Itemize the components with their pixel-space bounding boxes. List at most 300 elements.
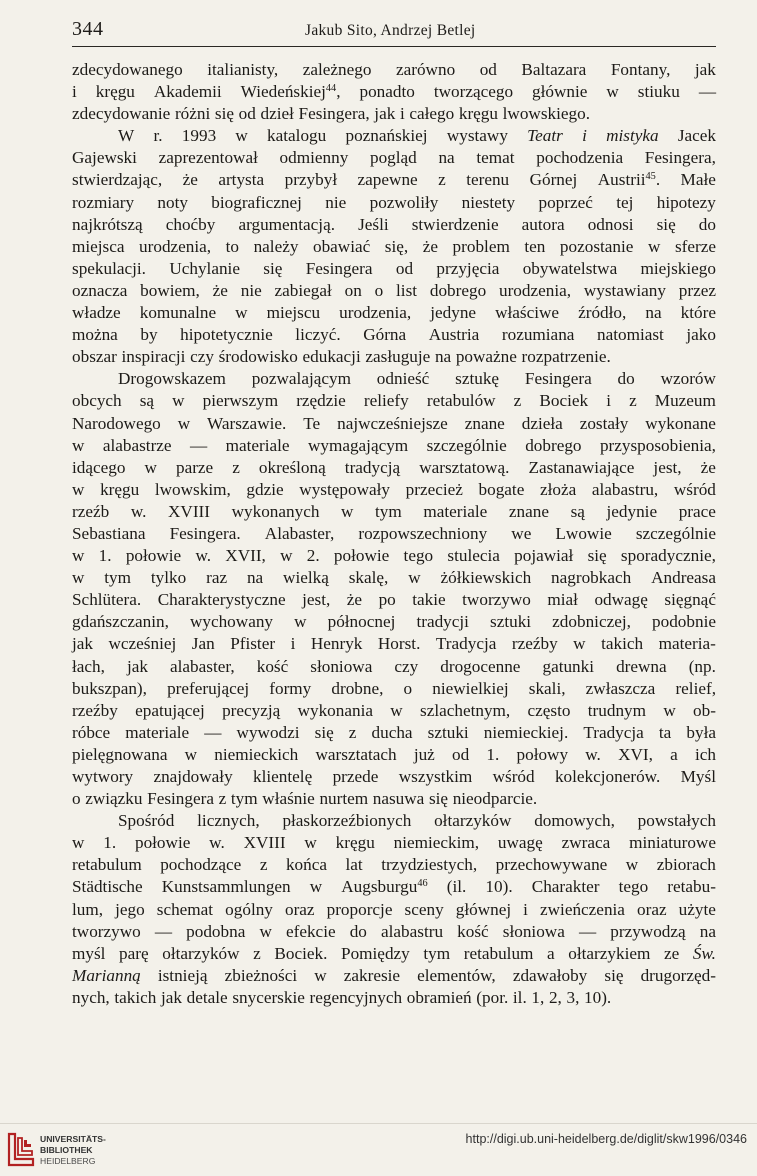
word: ołtarzykiem xyxy=(568,943,651,963)
word: obawiać xyxy=(312,236,371,256)
word: Baltazara xyxy=(521,60,587,79)
word: końca xyxy=(285,855,327,875)
word: miniaturowe xyxy=(629,833,716,853)
word: list xyxy=(396,280,418,300)
text-line xyxy=(72,611,716,633)
word: rzeźb xyxy=(72,501,110,521)
word: łach, xyxy=(72,656,105,676)
word: reliefy xyxy=(363,391,409,411)
word: edukacji xyxy=(302,347,361,367)
word: precyzją xyxy=(222,700,281,720)
text-line xyxy=(72,633,716,655)
text-line xyxy=(72,192,716,214)
word: nasuwa xyxy=(372,789,425,809)
word: parę xyxy=(119,943,149,963)
word: choćby xyxy=(165,214,216,234)
word: z xyxy=(513,391,522,411)
word: inspiracji xyxy=(121,347,186,367)
word: skalę, xyxy=(348,568,389,588)
word: pielęgnowana xyxy=(72,744,168,764)
text-line xyxy=(72,103,716,125)
word: w xyxy=(304,833,317,853)
word: urodzenia, xyxy=(339,303,412,323)
word: i xyxy=(582,126,587,146)
word: hipotetycznie xyxy=(180,325,273,345)
word: skali, xyxy=(528,678,566,698)
library-name-line: HEIDELBERG xyxy=(40,1156,96,1166)
word: najwcześniejsze xyxy=(337,413,448,433)
word: r. xyxy=(153,126,163,146)
word: głównie xyxy=(532,82,588,102)
word: XVI, xyxy=(618,744,653,764)
word: idącego xyxy=(72,457,126,477)
page-number: 344 xyxy=(72,18,104,40)
word: Fesingera xyxy=(147,789,214,809)
word: trudnym xyxy=(587,700,647,720)
word: połowy xyxy=(516,744,569,764)
word: ze xyxy=(663,943,680,963)
word: przechowywane xyxy=(495,855,608,875)
word: wzorów xyxy=(660,369,716,389)
text-line xyxy=(72,678,716,700)
word: myśl xyxy=(72,943,106,963)
word: materia- xyxy=(658,634,716,654)
text-line xyxy=(72,899,716,921)
text-line xyxy=(72,501,716,523)
word: należy xyxy=(253,236,299,256)
word: lat xyxy=(345,855,363,875)
word: sztuki xyxy=(490,612,532,632)
word: jest, xyxy=(653,457,682,477)
word: kręgu xyxy=(458,104,498,124)
word: Fesingera xyxy=(524,369,592,389)
word: Drogowskazem xyxy=(118,369,226,389)
word: w xyxy=(647,236,661,256)
word: w xyxy=(341,501,354,521)
word: licznych, xyxy=(197,811,260,831)
source-url[interactable]: http://digi.ub.uni-heidelberg.de/diglit/skw1996/0346 xyxy=(465,1132,747,1146)
word: kolekcjonerów. xyxy=(554,767,661,786)
word: się xyxy=(428,789,449,809)
word: domowych, xyxy=(534,811,615,831)
word: sceny xyxy=(404,899,444,919)
word: katalogu xyxy=(267,126,327,146)
word: stwierdzenie xyxy=(411,214,499,234)
word: na xyxy=(699,921,716,941)
word: w xyxy=(72,568,85,588)
text-line xyxy=(72,280,716,302)
word: że xyxy=(182,170,198,190)
word: połowie xyxy=(125,546,182,566)
word: warsztatach xyxy=(315,744,397,764)
word: dzieła xyxy=(521,413,563,433)
word: drugorzęd- xyxy=(640,965,716,985)
word: 2, xyxy=(548,987,562,1007)
word: w. xyxy=(209,833,225,853)
word: rzeźby xyxy=(511,634,558,654)
word: Bociek. xyxy=(274,943,328,963)
word: urodzenia, xyxy=(139,236,212,256)
word: gatunki xyxy=(542,656,595,676)
text-line xyxy=(72,81,716,103)
word: pogląd xyxy=(369,148,417,168)
word: ołtarzyków xyxy=(162,943,240,963)
word: rzeźby xyxy=(72,700,118,720)
word: w xyxy=(294,612,307,632)
text-line xyxy=(72,523,716,545)
word: ich xyxy=(694,744,716,764)
word: tworzywo xyxy=(462,590,531,610)
word: się xyxy=(604,965,624,985)
word: oraz xyxy=(637,899,667,919)
word: odnosi xyxy=(587,214,634,234)
word: w xyxy=(573,634,586,654)
word: elementów, xyxy=(417,965,496,985)
word: czy xyxy=(394,656,419,676)
word: Austria xyxy=(428,325,480,345)
word: wywodzi xyxy=(236,722,300,742)
word: i xyxy=(399,104,405,124)
word: głównej xyxy=(455,899,512,919)
word: czy xyxy=(190,347,214,367)
word: biograficznej xyxy=(211,192,302,212)
word: w xyxy=(390,700,403,720)
word: znane xyxy=(508,501,549,521)
word: przecież xyxy=(405,479,463,499)
word: jak xyxy=(126,656,148,676)
text-line xyxy=(72,368,716,390)
word: 10). xyxy=(485,877,513,897)
word: 10). xyxy=(584,987,612,1007)
word: retabulum xyxy=(463,943,534,963)
word: proporcje xyxy=(326,899,393,919)
word: 1. xyxy=(98,546,112,566)
word: Fontany, xyxy=(610,60,671,79)
text-line xyxy=(72,876,716,898)
word: żółkiewskich xyxy=(440,568,532,588)
word: już xyxy=(413,744,435,764)
word: 3, xyxy=(566,987,580,1007)
word: Górna xyxy=(363,325,407,345)
text-line xyxy=(72,589,716,611)
word: Gajewski xyxy=(72,148,137,168)
word: Wiedeńskiej$^{44}$, xyxy=(240,82,341,102)
word: zdawałoby xyxy=(512,965,588,985)
word: się xyxy=(263,258,283,278)
word: materiale xyxy=(125,722,190,742)
text-line xyxy=(72,214,716,236)
text-line xyxy=(72,832,716,854)
word: podobnie xyxy=(652,612,716,632)
word: oznacza xyxy=(72,280,128,300)
word: z xyxy=(259,855,268,875)
word: północnej xyxy=(327,612,396,632)
word: słoniowa xyxy=(310,656,373,676)
word: kręgu xyxy=(100,479,140,499)
word: rozpatrzenie. xyxy=(521,347,611,367)
word: zasługuje xyxy=(365,347,431,367)
word: Sebastiana xyxy=(72,523,146,543)
word: często xyxy=(527,700,571,720)
word: że xyxy=(212,280,228,300)
word: tym xyxy=(375,501,402,521)
word: połowie xyxy=(134,833,191,853)
word: to xyxy=(225,236,240,256)
word: najkrótszą xyxy=(72,214,143,234)
word: Lwowie xyxy=(555,523,612,543)
word: nie xyxy=(240,280,262,300)
word: w xyxy=(625,855,639,875)
word: znane xyxy=(464,413,505,433)
word: z xyxy=(629,391,637,411)
word: użyte xyxy=(678,899,716,919)
word: ducha xyxy=(371,722,413,742)
word: w xyxy=(72,546,85,566)
word: szczególnie xyxy=(635,523,716,543)
text-line xyxy=(72,810,716,832)
word: na xyxy=(438,148,455,168)
word: jedyne xyxy=(430,303,477,323)
word: alabaster, xyxy=(170,656,235,676)
word: 1. xyxy=(486,744,500,764)
word: występowały xyxy=(299,479,390,499)
word: takie xyxy=(412,590,446,610)
word: zapewne xyxy=(357,170,418,190)
word: regencyjnych xyxy=(309,987,403,1007)
word: drewna xyxy=(616,656,667,676)
word: 1993 xyxy=(181,126,217,146)
word: lwowskim, xyxy=(154,479,231,499)
word: z xyxy=(232,457,240,477)
word: obramień xyxy=(406,987,472,1007)
word: tworzącego xyxy=(433,82,514,102)
word: rozumiana xyxy=(501,325,575,345)
word: i xyxy=(523,899,528,919)
word: Austrii$^{45}$. xyxy=(597,170,661,190)
footer-divider xyxy=(0,1123,757,1124)
text-line xyxy=(72,324,716,346)
word: uwagę xyxy=(497,833,543,853)
word: poprzeć xyxy=(538,192,593,212)
word: ten xyxy=(524,236,546,256)
word: wszystkim xyxy=(398,767,473,786)
word: w xyxy=(663,700,676,720)
word: wychowany xyxy=(189,612,274,632)
word: rzędzie xyxy=(296,391,346,411)
word: że xyxy=(422,236,438,256)
word: Pfister xyxy=(230,634,276,654)
word: alabastru xyxy=(381,921,444,941)
text-line xyxy=(72,656,716,678)
word: Charakterystyczne xyxy=(157,590,286,610)
word: terenu xyxy=(466,170,510,190)
word: 2. xyxy=(306,546,320,566)
word: a xyxy=(670,744,678,764)
word: tradycji xyxy=(416,612,469,632)
word: sztukę xyxy=(455,369,500,389)
word: miał xyxy=(547,590,578,610)
word: sferze xyxy=(674,236,716,256)
word: kręgu xyxy=(95,82,135,102)
word: tym xyxy=(230,789,258,809)
word: w. xyxy=(130,501,147,521)
word: Henryk xyxy=(310,634,363,654)
library-name-line: UNIVERSITÄTS- xyxy=(40,1134,106,1144)
word: na xyxy=(645,303,662,323)
word: warsztatową. xyxy=(419,457,510,477)
word: o xyxy=(374,280,384,300)
word: dzieł xyxy=(260,104,294,124)
word: argumentacją. xyxy=(238,214,335,234)
word: mistyka xyxy=(606,126,659,146)
word: prace xyxy=(678,501,716,521)
word: wykonane xyxy=(645,413,716,433)
word: tworzywo xyxy=(72,921,141,941)
word: pierwszym xyxy=(202,391,279,411)
word: Narodowego xyxy=(72,413,161,433)
library-name xyxy=(40,1134,106,1167)
word: od xyxy=(479,60,497,79)
word: na xyxy=(246,568,264,588)
word: Fesingera, xyxy=(298,104,370,124)
word: Warszawie. xyxy=(207,413,287,433)
word: il. xyxy=(512,987,527,1007)
word: nych, xyxy=(72,987,110,1007)
word: zakresie xyxy=(343,965,401,985)
text-line xyxy=(72,545,716,567)
word: hipotezy xyxy=(656,192,716,212)
text-line xyxy=(72,766,716,788)
word: w xyxy=(144,457,157,477)
word: odnieść xyxy=(376,369,430,389)
library-name-line: BIBLIOTHEK xyxy=(40,1145,93,1155)
word: Alabaster, xyxy=(264,523,335,543)
word: takich xyxy=(114,987,157,1007)
word: Uchylanie xyxy=(169,258,240,278)
word: zaprezentował xyxy=(158,148,258,168)
word: w xyxy=(177,413,191,433)
word: natomiast xyxy=(596,325,664,345)
word: tym xyxy=(104,568,132,588)
word: retabulów xyxy=(426,391,496,411)
word: właśnie xyxy=(262,789,315,809)
word: Spośród xyxy=(118,811,175,831)
word: klientelę xyxy=(253,767,313,786)
word: 1, xyxy=(531,987,545,1007)
word: w xyxy=(309,877,323,897)
word: różni xyxy=(174,104,211,124)
word: Fesingera, xyxy=(644,148,716,168)
word: Augsburgu$^{46}$ xyxy=(341,877,428,897)
word: (il. xyxy=(446,877,467,897)
library-logo[interactable] xyxy=(6,1130,146,1170)
word: artysta xyxy=(218,170,265,190)
word: zbiorach xyxy=(656,855,716,875)
word: miejsca xyxy=(72,236,125,256)
text-line xyxy=(72,788,716,810)
word: źródło, xyxy=(578,303,627,323)
word: w xyxy=(235,126,248,146)
word: drogocenne xyxy=(440,656,521,676)
word: detale xyxy=(186,987,228,1007)
word: pochodzenia xyxy=(536,148,624,168)
word: przez xyxy=(678,280,716,300)
word: stulecia xyxy=(447,546,500,566)
word: w xyxy=(72,435,85,455)
word: jak xyxy=(694,60,716,79)
word: jako xyxy=(686,325,716,345)
word: są xyxy=(570,501,585,521)
word: w xyxy=(235,303,248,323)
word: dobrego xyxy=(429,280,487,300)
word: zostały xyxy=(579,413,629,433)
word: problem xyxy=(452,236,510,256)
word: zwieńczenia xyxy=(540,899,625,919)
word: przysposobienia, xyxy=(599,435,716,455)
word: w xyxy=(408,568,421,588)
word: poważne xyxy=(455,347,517,367)
word: temat xyxy=(476,148,515,168)
word: Andreasa xyxy=(651,568,716,588)
word: w xyxy=(172,391,185,411)
word: jak xyxy=(161,987,182,1007)
word: Marianną xyxy=(72,965,141,985)
word: nurtem xyxy=(319,789,369,809)
word: rozpowszechniony xyxy=(358,523,488,543)
word: we xyxy=(511,523,532,543)
word: sztuki xyxy=(427,722,469,742)
word: 1. xyxy=(103,833,117,853)
word: spekulacji. xyxy=(72,258,146,278)
word: połowie xyxy=(333,546,390,566)
word: wystawiany xyxy=(583,280,666,300)
word: od xyxy=(238,104,256,124)
word: zabiegał xyxy=(274,280,332,300)
word: wykonania xyxy=(297,700,373,720)
word: w xyxy=(606,82,619,102)
word: róbce xyxy=(72,722,111,742)
word: (por. xyxy=(476,987,509,1007)
text-line xyxy=(72,744,716,766)
word: wcześniej xyxy=(108,634,177,654)
word: preferującej xyxy=(167,678,250,698)
word: takich xyxy=(601,634,644,654)
word: relief, xyxy=(675,678,716,698)
word: o xyxy=(72,789,81,809)
text-line xyxy=(72,965,716,987)
word: materiale xyxy=(225,435,290,455)
word: Städtische xyxy=(72,877,143,897)
word: miejskiego xyxy=(640,258,716,278)
word: zdecydowanie xyxy=(72,104,171,124)
word: Schlütera. xyxy=(72,590,142,610)
word: istnieją xyxy=(157,965,208,985)
word: odmienny xyxy=(279,148,349,168)
word: z xyxy=(253,943,261,963)
word: rozmiary xyxy=(72,192,135,212)
word: w xyxy=(72,479,85,499)
word: była xyxy=(686,722,716,742)
word: raz xyxy=(206,568,228,588)
word: do xyxy=(349,921,367,941)
word: bukszpan), xyxy=(72,678,147,698)
word: autora xyxy=(521,214,565,234)
word: niewielkiej xyxy=(432,678,509,698)
text-line xyxy=(72,722,716,744)
word: dobrego xyxy=(525,435,582,455)
word: wykonanych xyxy=(231,501,320,521)
word: szczególnie xyxy=(426,435,507,455)
